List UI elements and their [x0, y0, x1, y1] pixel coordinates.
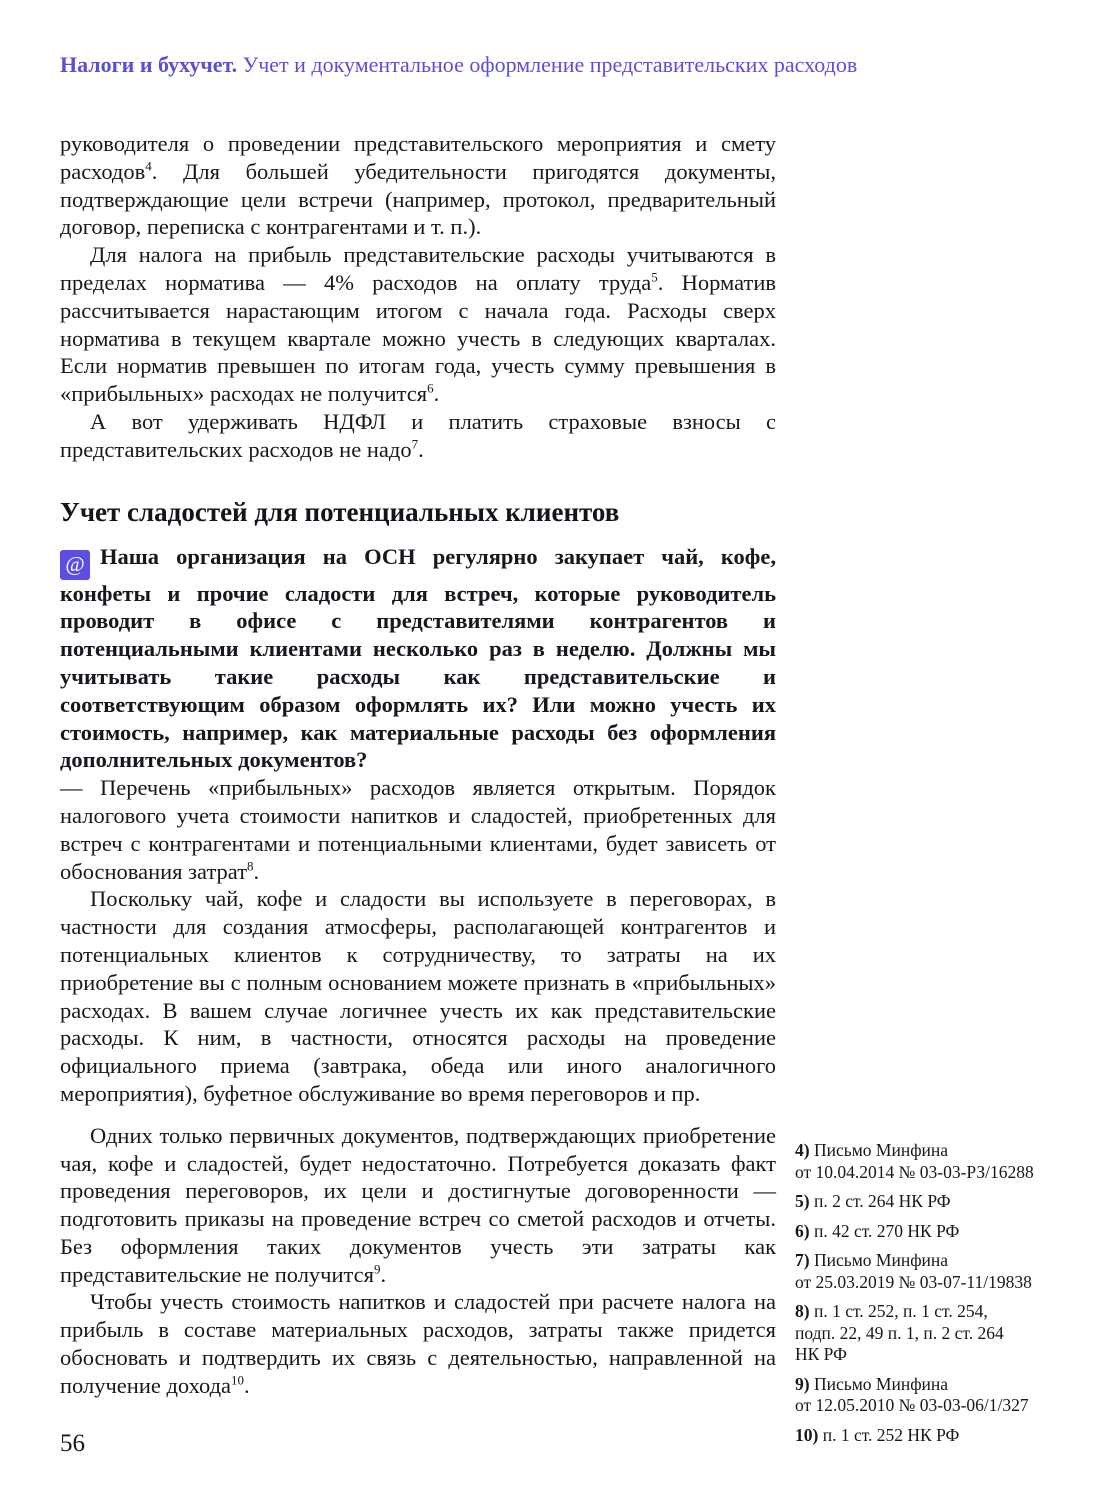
footnote-number: 9): [795, 1373, 814, 1394]
footnotes-sidebar: [795, 1140, 1065, 1454]
section-heading: Учет сладостей для потенциальных клиентов: [60, 496, 620, 527]
footnote-marker: 7: [411, 436, 419, 452]
footnote-item: 10) п. 1 ст. 252 НК РФ: [795, 1424, 960, 1445]
footnote-marker: 10: [231, 1372, 245, 1388]
footnote-item: 6) п. 42 ст. 270 НК РФ: [795, 1220, 960, 1241]
footnotes-list: [795, 1140, 1065, 1446]
footnote-number: 4): [795, 1140, 814, 1160]
footnote-number: 5): [795, 1191, 814, 1211]
page-number: 56: [60, 1430, 85, 1457]
footnote-item: 4) Письмо Минфина от 10.04.2014 № 03-03-РЗ/16288: [795, 1140, 1034, 1182]
body-paragraph: Одних только первичных документов, подтверждающих приобретение чая, кофе и сладостей, будет недостаточно. Потребуется доказать факт проведения переговоров, их цели и достигнутые договоренности — подготовить приказы на проведение встреч со сметой расходов и отчеты. Без оформления таких документов учесть эти затраты как представительские не получится$^9$.: [60, 1122, 776, 1287]
body-paragraph: Для налога на прибыль представительские расходы учитываются в пределах норматива — 4% расходов на оплату труда$^5$. Норматив рассчитывается нарастающим итогом с начала года. Расходы сверх норматива в текущем квартале можно учесть в следующих кварталах. Если норматив превышен по итогам года, учесть сумму превышения в «прибыльных» расходах не получится$^6$.: [60, 242, 776, 407]
article-title: Учет и документальное оформление представительских расходов: [237, 52, 858, 77]
running-head: [60, 52, 1060, 78]
footnote-number: 7): [795, 1250, 814, 1270]
body-paragraph: Поскольку чай, кофе и сладости вы используете в переговорах, в частности для создания атмосферы, располагающей контрагентов и потенциальных клиентов к сотрудничеству, то затраты на их приобретение вы с полным основанием можете признать в «прибыльных» расходах. В вашем случае логичнее учесть их как представительские расходы. К ним, в частности, относятся расходы на проведение официального приема (завтрака, обеда или иного аналогичного мероприятия), буфетное обслуживание во время переговоров и пр.: [60, 886, 776, 1106]
rubric-label: Налоги и бухучет.: [60, 52, 238, 77]
footnote-item: 7) Письмо Минфина от 25.03.2019 № 03-07-11/19838: [795, 1250, 1032, 1292]
question-text: Наша организация на ОСН регулярно закупает чай, кофе, конфеты и прочие сладости для встреч, которые руководитель проводит в офисе с представителями контрагентов и потенциальными клиентами несколько раз в неделю. Должны мы учитывать такие расходы как представительские и соответствующим образом оформлять их? Или можно учесть их стоимость, например, как материальные расходы без оформления дополнительных документов?: [60, 543, 776, 773]
footnote-item: 9) Письмо Минфина от 12.05.2010 № 03-03-06/1/327: [795, 1373, 1029, 1415]
main-text-column: [60, 130, 776, 1400]
body-paragraph: А вот удерживать НДФЛ и платить страховые взносы с представительских расходов не надо$^7$.: [60, 408, 776, 462]
footnote-item: 8) п. 1 ст. 252, п. 1 ст. 254, подп. 22, 49 п. 1, п. 2 ст. 264 НК РФ: [795, 1301, 1004, 1364]
body-paragraph: руководителя о проведении представительского мероприятия и смету расходов$^4$. Для большей убедительности пригодятся документы, подтверждающие цели встречи (например, протокол, предварительный договор, переписка с контрагентами и т. п.).: [60, 131, 776, 240]
question-paragraph: [60, 543, 776, 775]
intro-paragraphs: [60, 130, 776, 464]
footnote-item: 5) п. 2 ст. 264 НК РФ: [795, 1191, 951, 1211]
footnote-number: 6): [795, 1220, 814, 1241]
footnote-number: 8): [795, 1301, 814, 1321]
footnote-marker: 9: [373, 1261, 381, 1277]
footnote-marker: 8: [247, 858, 254, 874]
body-paragraph: Чтобы учесть стоимость напитков и сладостей при расчете налога на прибыль в составе материальных расходов, затраты также придется обосновать и подтвердить их связь с деятельностью, направленной на получение дохода$^{10}$.: [60, 1289, 776, 1398]
body-paragraph: — Перечень «прибыльных» расходов является открытым. Порядок налогового учета стоимости напитков и сладостей, приобретенных для встреч с контрагентами и потенциальными клиентами, будет зависеть от обоснования затрат$^8$.: [60, 775, 776, 884]
footnote-marker: 4: [145, 158, 152, 174]
footnote-marker: 5: [651, 269, 658, 285]
footnote-number: 10): [795, 1424, 823, 1445]
footnote-marker: 6: [427, 380, 434, 396]
at-icon: @: [60, 550, 90, 580]
answer-paragraphs: [60, 774, 776, 1400]
